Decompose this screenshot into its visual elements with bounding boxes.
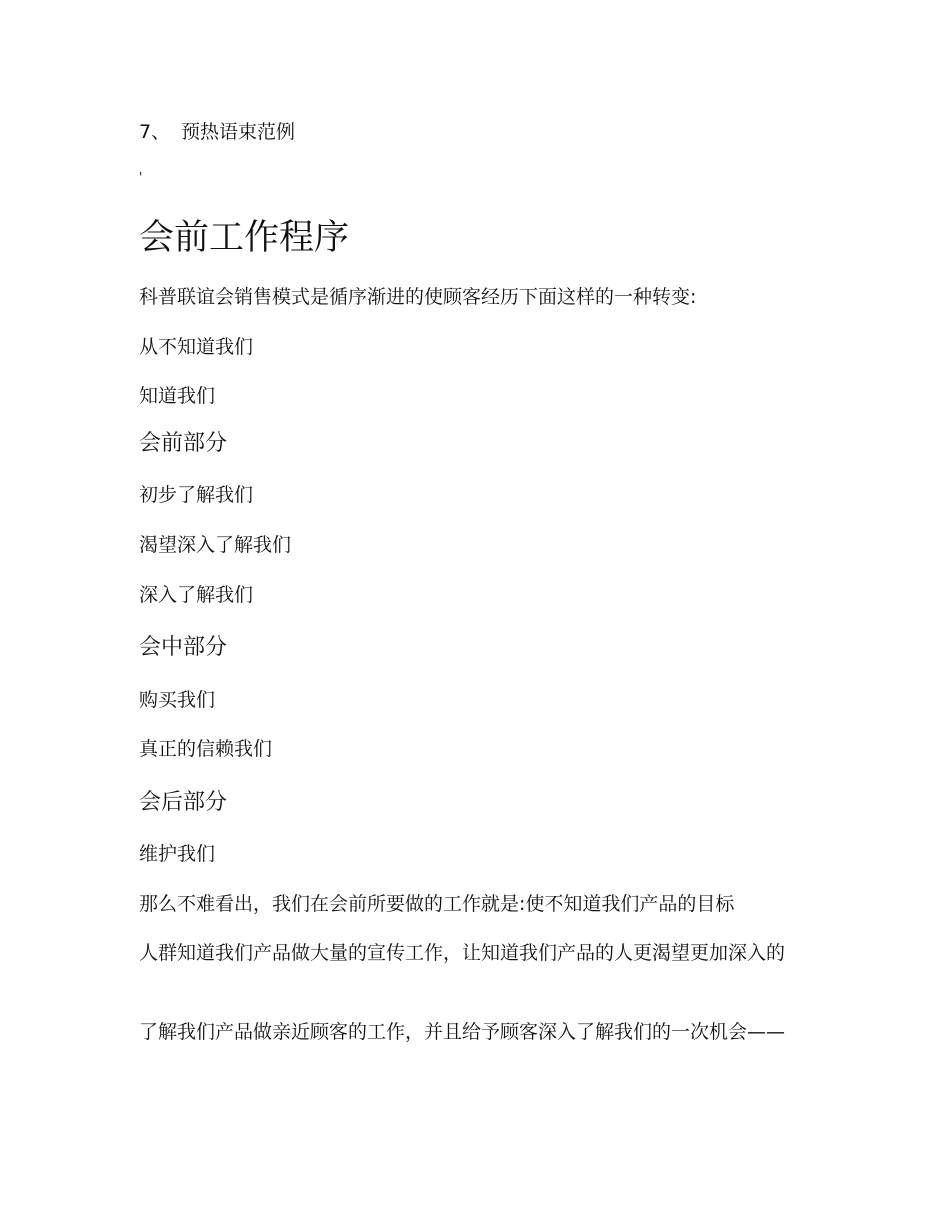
stage-item: 维护我们	[139, 843, 216, 865]
list-item-7	[139, 117, 295, 147]
stage-item: 从不知道我们	[139, 336, 254, 358]
body-paragraph-3: 了解我们产品做亲近顾客的工作，并且给予顾客深入了解我们的一次机会——	[139, 1021, 786, 1043]
part-heading-pre: 会前部分	[139, 431, 228, 456]
part-heading-mid: 会中部分	[139, 635, 228, 660]
body-paragraph-1: 那么不难看出，我们在会前所要做的工作就是:使不知道我们产品的目标	[139, 893, 735, 915]
stage-item: 初步了解我们	[139, 484, 254, 506]
section-title: 会前工作程序	[139, 218, 350, 258]
stage-item: 深入了解我们	[139, 584, 254, 606]
body-paragraph-2: 人群知道我们产品做大量的宣传工作，让知道我们产品的人更渴望更加深入的	[139, 942, 786, 964]
part-heading-post: 会后部分	[139, 790, 228, 815]
stage-item: 渴望深入了解我们	[139, 534, 292, 556]
list-item-number: 7、	[139, 121, 171, 143]
intro-paragraph: 科普联谊会销售模式是循序渐进的使顾客经历下面这样的一种转变:	[139, 286, 697, 308]
stage-item: 真正的信赖我们	[139, 738, 273, 760]
list-item-text: 预热语束范例	[181, 121, 296, 143]
stage-item: 购买我们	[139, 689, 216, 711]
stage-item: 知道我们	[139, 385, 216, 407]
stray-mark: '	[139, 170, 143, 184]
